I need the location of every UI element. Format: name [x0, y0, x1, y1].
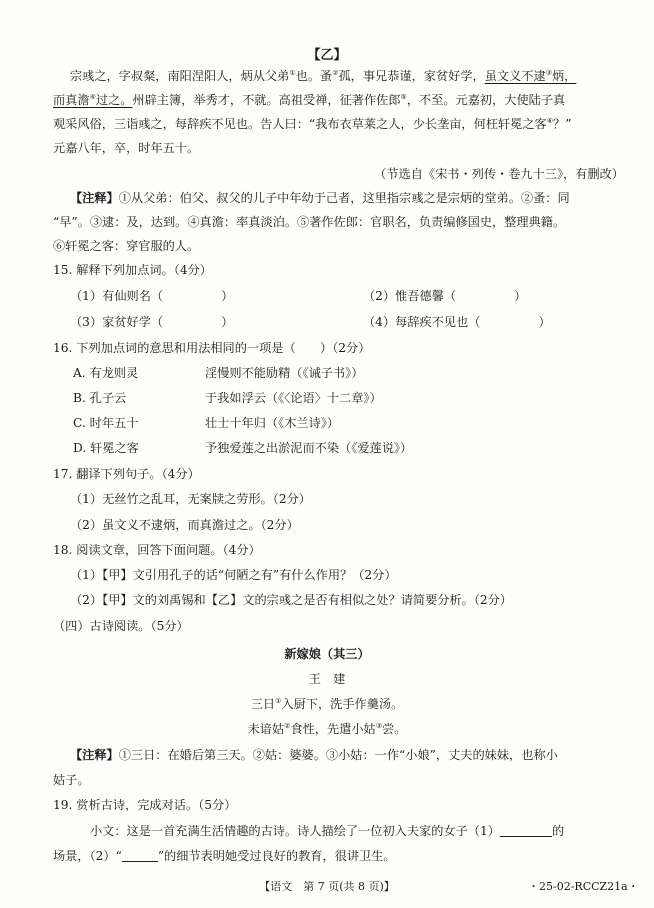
question-16: 16. 下列加点词的意思和用法相同的一项是（ ）（2分） — [53, 341, 371, 355]
q17-sentence-2: （2）虽文义不逮炳，而真澹过之。（2分） — [70, 518, 299, 532]
q16-option-a: A. 有龙则灵 — [73, 366, 139, 380]
q16-option-c-compare: 壮士十年归（《木兰诗》） — [205, 416, 340, 430]
notes-line-3: ⑥轩冕之客：穿官服的人。 — [53, 239, 200, 253]
q15-item-3: （3）家贫好学（ ） — [70, 315, 234, 329]
poem-author: 王 建 — [308, 672, 346, 686]
poem-title: 新嫁娘（其三） — [284, 647, 370, 661]
passage-line-4: 元嘉八年，卒，时年五十。 — [53, 141, 200, 155]
poem-notes-line-1: 【注释】①三日：在婚后第三天。②姑：婆婆。③小姑：一作“小娘”，丈夫的妹妹，也称小 — [70, 748, 558, 762]
q15-item-4: （4）每辞疾不见也（ ） — [363, 315, 551, 329]
notes-line-1: 【注释】①从父弟：伯父、叔父的儿子中年幼于己者，这里指宗彧之是宗炳的堂弟。②蚤：同 — [70, 191, 570, 205]
q16-option-d: D. 轩冕之客 — [73, 441, 139, 455]
answer-blank-1[interactable] — [500, 824, 552, 837]
q16-option-b-compare: 于我如浮云（《〈论语〉十二章》） — [205, 391, 382, 405]
q16-option-b: B. 孔子云 — [73, 391, 127, 405]
q18-sub-1: （1）【甲】文引用孔子的话“何陋之有”有什么作用？（2分） — [70, 568, 397, 582]
poem-notes-line-2: 姑子。 — [53, 773, 90, 787]
q19-dialogue-line-2: 场景，（2）“ ”的细节表明她受过良好的教育，很讲卫生。 — [53, 849, 396, 863]
passage-line-3: 观采风俗，三诣彧之，每辞疾不见也。告人曰：“我布衣草莱之人，少长垄亩，何枉轩冕之客⑥？” — [53, 116, 572, 131]
question-18: 18. 阅读文章，回答下面问题。（4分） — [53, 543, 261, 557]
q19-dialogue-line-1: 小文：这是一首充满生活情趣的古诗。诗人描绘了一位初入夫家的女子（1） 的 — [90, 824, 565, 838]
passage-line-2: 而真澹④过之。州辟主簿，举秀才，不就。高祖受禅，征著作佐郎⑤，不至。元嘉初，大使陆子真 — [53, 92, 566, 107]
part-4-heading: （四）古诗阅读。（5分） — [53, 619, 189, 633]
q16-option-c: C. 时年五十 — [73, 416, 139, 430]
poem-line-2: 未谙姑②食性，先遣小姑③尝。 — [247, 721, 407, 736]
source-citation: （节选自《宋书・列传・卷九十三》，有删改） — [374, 167, 624, 181]
answer-blank-2[interactable] — [122, 849, 158, 862]
question-17: 17. 翻译下列句子。（4分） — [53, 467, 200, 481]
passage-line-1: 宗彧之，字叔粲，南阳涅阳人，炳从父弟①也。蚤②孤，事兄恭谨，家贫好学，虽文义不逮③炳， — [70, 68, 577, 83]
underlined-sentence: 虽文义不逮③炳， — [484, 68, 577, 83]
question-15: 15. 解释下列加点词。（4分） — [53, 263, 212, 277]
q15-item-2: （2）惟吾德馨（ ） — [363, 289, 527, 303]
q18-sub-2: （2）【甲】文的刘禹锡和【乙】文的宗彧之是否有相似之处？请简要分析。（2分） — [70, 593, 513, 607]
q16-option-a-compare: 淫慢则不能励精（《诫子书》） — [205, 366, 364, 380]
q16-option-d-compare: 予独爱莲之出淤泥而不染（《爱莲说》） — [205, 441, 413, 455]
notes-line-2: “早”。③逮：及，达到。④真澹：率真淡泊。⑤著作佐郎：官职名，负责编修国史，整理典籍。 — [53, 215, 566, 229]
q17-sentence-1: （1）无丝竹之乱耳，无案牍之劳形。（2分） — [70, 492, 311, 506]
section-title: 【乙】 — [307, 48, 347, 63]
question-19: 19. 赏析古诗，完成对话。（5分） — [53, 798, 237, 812]
poem-line-1: 三日①入厨下，洗手作羹汤。 — [250, 696, 404, 711]
underlined-sentence: 而真澹④过之。 — [53, 92, 133, 107]
page-footer: 【语文 第 7 页(共 8 页)】 — [259, 880, 395, 893]
paper-code: ・25-02-RCCZ21a・ — [528, 880, 639, 893]
q15-item-1: （1）有仙则名（ ） — [70, 289, 234, 303]
